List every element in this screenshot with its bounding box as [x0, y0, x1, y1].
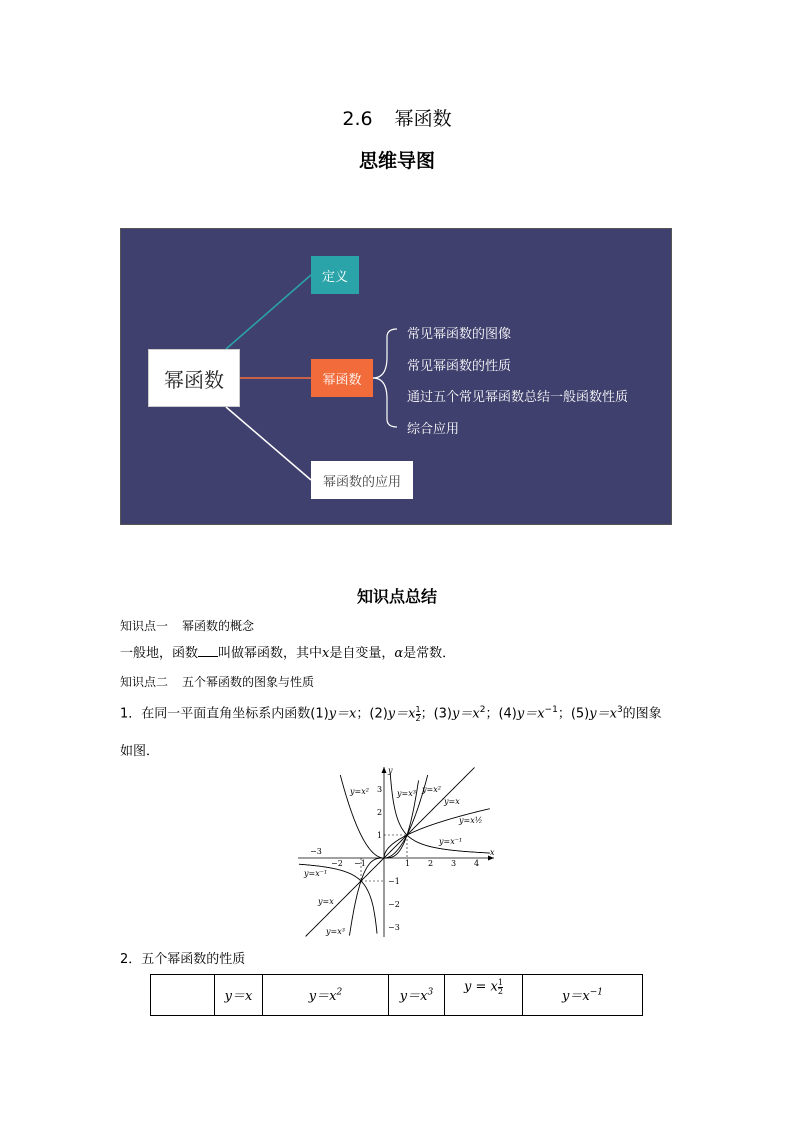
y-axis-label: y — [388, 766, 393, 775]
x-tick-label: −2 — [331, 859, 343, 868]
table-header-cell: $y=x^2$ — [263, 975, 389, 1016]
curve-label: y=x³ — [326, 927, 345, 936]
mind-map — [120, 228, 672, 525]
y-tick-label: −2 — [388, 900, 400, 909]
mind-map-leaf: 常见幂函数的性质 — [407, 359, 512, 374]
item-2-text: 2．五个幂函数的性质 — [120, 952, 246, 967]
mind-map-node-definition: 定义 — [311, 256, 359, 294]
power-function-graph — [298, 765, 498, 941]
mindmap-heading: 思维导图 — [358, 150, 435, 172]
function-curves — [299, 768, 490, 937]
curve-label: y=x⁻¹ — [439, 837, 463, 846]
brace-bottom — [373, 378, 397, 427]
x-tick-label: 4 — [474, 859, 480, 868]
y-axis-arrow — [382, 767, 387, 773]
y-tick-label: −3 — [388, 923, 400, 932]
curve-label: y=x½ — [459, 816, 483, 825]
mind-map-node-application: 幂函数的应用 — [311, 461, 413, 499]
table-header-cell: $y=x^{-1}$ — [523, 975, 643, 1016]
knowledge-point-1: 知识点一 幂函数的概念 — [120, 619, 255, 633]
section-number: 2.6 — [342, 108, 373, 130]
mind-map-root: 幂函数 — [148, 349, 240, 407]
knowledge-point-2: 知识点二 五个幂函数的图象与性质 — [120, 675, 315, 689]
section-title: 幂函数 — [394, 108, 452, 130]
item-1-text: 1．在同一平面直角坐标系内函数(1)y＝x；(2)y＝x $\frac{1}{2}$ ；$(3)y=x^2$；$(4)y=x^{-1}$；$(5)y=x^3$的图象 — [120, 705, 662, 723]
table-header-cell: $y=x^3$ — [389, 975, 445, 1016]
summary-heading: 知识点总结 — [356, 587, 437, 606]
y-tick-label: 3 — [377, 785, 383, 794]
mind-map-leaf: 常见幂函数的图像 — [407, 327, 512, 342]
table-header-cell: y = x $\frac{1}{2}$ — [445, 975, 523, 1016]
mind-map-node-power-function: 幂函数 — [311, 359, 373, 397]
graph-svg — [298, 765, 498, 937]
y-tick-label: −1 — [388, 877, 400, 886]
document-title — [0, 104, 794, 131]
x-tick-label: 1 — [405, 859, 411, 868]
connector-app — [226, 407, 311, 480]
x-tick-label: −3 — [310, 847, 322, 856]
table-header-cell: y＝x — [215, 975, 263, 1016]
fraction-exponent: $\frac{1}{2}$ — [415, 705, 421, 723]
mind-map-leaf: 综合应用 — [407, 422, 460, 437]
curve-label: y=x³ — [397, 789, 416, 798]
curve-label: y=x — [318, 897, 334, 906]
y-tick-label: 2 — [377, 808, 383, 817]
mind-map-leaf: 通过五个常见幂函数总结一般函数性质 — [407, 390, 629, 405]
definition-text: 一般地，函数 叫做幂函数，其中x是自变量，α是常数． — [120, 646, 456, 661]
properties-table — [150, 974, 643, 1016]
connector-def — [226, 275, 311, 349]
x-tick-label: 3 — [451, 859, 457, 868]
x-tick-label: −1 — [354, 859, 366, 868]
curve-label: y=x — [444, 797, 460, 806]
brace-top — [373, 329, 397, 378]
y-tick-label: 1 — [377, 831, 383, 840]
table-cell-empty — [151, 975, 215, 1016]
table-row — [151, 975, 643, 1016]
curve-y-x — [306, 768, 475, 937]
fill-blank — [198, 644, 218, 657]
curve-label: y=x⁻¹ — [304, 869, 328, 878]
curve-label: y=x² — [422, 785, 441, 794]
x-axis-label: x — [490, 848, 495, 857]
curve-label: y=x² — [350, 787, 369, 796]
x-tick-label: 2 — [428, 859, 434, 868]
item-1-continuation: 如图． — [120, 744, 160, 759]
